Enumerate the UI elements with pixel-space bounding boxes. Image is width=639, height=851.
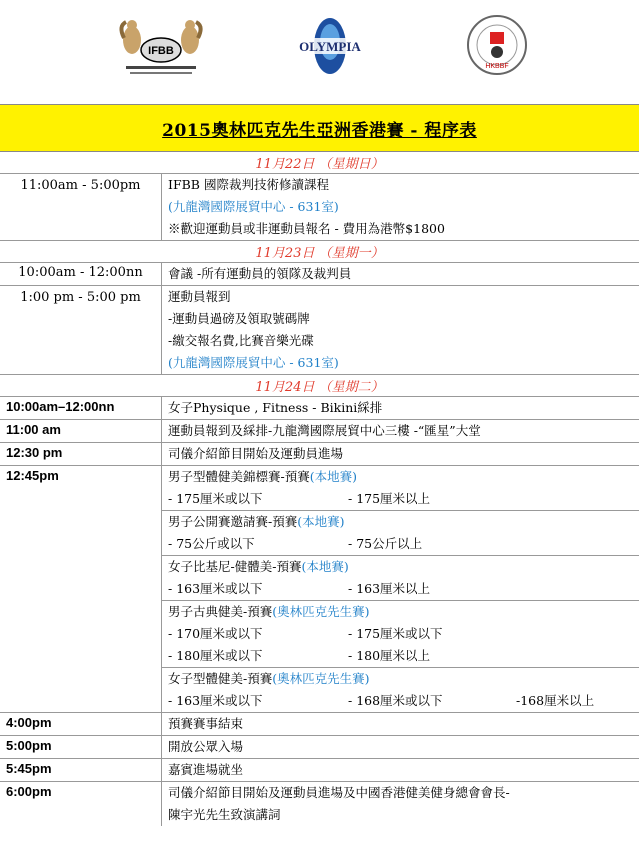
event-time: 10:00am–12:00nn (0, 397, 162, 419)
category-tag: (奧林匹克先生賽) (272, 671, 370, 686)
category-block (162, 556, 639, 601)
event-row (0, 713, 639, 736)
logo-strip (0, 0, 639, 104)
category-block (162, 511, 639, 556)
event-detail (162, 263, 639, 285)
category-block (162, 668, 639, 712)
event-line: 嘉賓進場就坐 (168, 762, 244, 777)
ifbb-logo (118, 16, 204, 80)
event-row (0, 443, 639, 466)
event-detail (162, 759, 639, 781)
event-row (0, 782, 639, 826)
event-time: 1:00 pm - 5:00 pm (0, 286, 162, 374)
event-row (0, 736, 639, 759)
event-line: ※歡迎運動員或非運動員報名 - 費用為港幣$1800 (168, 221, 445, 236)
division-row: - 163厘米或以下 - 163厘米以上 (168, 581, 431, 596)
category-title: 女子比基尼-健體美-預賽(本地賽) (168, 559, 349, 574)
day-label: 11月24日 （星期二） (255, 380, 384, 395)
event-time: 11:00am - 5:00pm (0, 174, 162, 240)
event-line: 開放公眾入場 (168, 739, 244, 754)
category-block (162, 466, 639, 511)
venue-line: (九龍灣國際展貿中心 - 631室) (168, 199, 339, 214)
category-block (162, 601, 639, 668)
event-row (0, 759, 639, 782)
event-line: 司儀介紹節目開始及運動員進場 (168, 446, 344, 461)
event-detail (162, 443, 639, 465)
event-time: 6:00pm (0, 782, 162, 826)
federation-seal-text: HKBBF (485, 63, 509, 70)
event-line: -繳交報名費,比賽音樂光碟 (168, 333, 314, 348)
event-detail (162, 286, 639, 374)
division-row: - 75公斤或以下 - 75公斤以上 (168, 536, 423, 551)
division-row: - 170厘米或以下 - 175厘米或以下 (168, 626, 443, 641)
event-detail (162, 736, 639, 758)
division-row: - 180厘米或以下 - 180厘米以上 (168, 648, 431, 663)
day-header (0, 241, 639, 263)
event-time: 12:45pm (0, 466, 162, 712)
event-line: 運動員報到 (168, 289, 231, 304)
category-title: 男子古典健美-預賽(奧林匹克先生賽) (168, 604, 370, 619)
event-row (0, 263, 639, 286)
event-row (0, 286, 639, 375)
page-title: 2015奧林匹克先生亞洲香港賽 - 程序表 (162, 120, 477, 141)
event-row (0, 174, 639, 241)
event-line: 司儀介紹節目開始及運動員進場及中國香港健美健身總會會長- (168, 785, 510, 800)
olympia-logo-text: OLYMPIA (299, 39, 361, 54)
event-row (0, 397, 639, 420)
division-row: - 163厘米或以下 - 168厘米或以下 -168厘米以上 (168, 693, 595, 708)
event-row (0, 466, 639, 713)
ifbb-logo-text: IFBB (148, 45, 174, 57)
day-label: 11月23日 （星期一） (255, 246, 384, 261)
category-tag: (本地賽) (301, 559, 349, 574)
event-time: 5:00pm (0, 736, 162, 758)
event-detail (162, 713, 639, 735)
category-title: 男子公開賽邀請賽-預賽(本地賽) (168, 514, 345, 529)
event-line: 預賽賽事結束 (168, 716, 244, 731)
event-line: 會議 -所有運動員的領隊及裁判員 (168, 266, 352, 281)
event-line: -運動員過磅及領取號碼牌 (168, 311, 310, 326)
event-line: 女子Physique , Fitness - Bikini綵排 (168, 400, 383, 415)
event-line: IFBB 國際裁判技術修讀課程 (168, 177, 329, 192)
event-detail (162, 420, 639, 442)
event-detail (162, 397, 639, 419)
category-title: 男子型體健美錦標賽-預賽(本地賽) (168, 469, 357, 484)
division-row: - 175厘米或以下 - 175厘米以上 (168, 491, 431, 506)
category-tag: (本地賽) (309, 469, 357, 484)
category-title: 女子型體健美-預賽(奧林匹克先生賽) (168, 671, 370, 686)
schedule-table (0, 152, 639, 826)
event-line: 運動員報到及綵排-九龍灣國際展貿中心三樓 -“匯星”大堂 (168, 423, 481, 438)
day-header (0, 375, 639, 397)
event-line: 陳宇光先生致演講詞 (168, 807, 281, 822)
day-header (0, 152, 639, 174)
event-detail (162, 466, 639, 712)
federation-seal (464, 14, 530, 76)
event-row (0, 420, 639, 443)
event-time: 12:30 pm (0, 443, 162, 465)
event-time: 10:00am - 12:00nn (0, 263, 162, 285)
category-tag: (奧林匹克先生賽) (272, 604, 370, 619)
event-time: 5:45pm (0, 759, 162, 781)
title-bar (0, 104, 639, 152)
event-time: 4:00pm (0, 713, 162, 735)
event-time: 11:00 am (0, 420, 162, 442)
event-detail (162, 782, 639, 826)
category-tag: (本地賽) (297, 514, 345, 529)
venue-line: (九龍灣國際展貿中心 - 631室) (168, 355, 339, 370)
event-detail (162, 174, 639, 240)
olympia-logo (294, 14, 366, 80)
day-label: 11月22日 （星期日） (255, 157, 384, 172)
